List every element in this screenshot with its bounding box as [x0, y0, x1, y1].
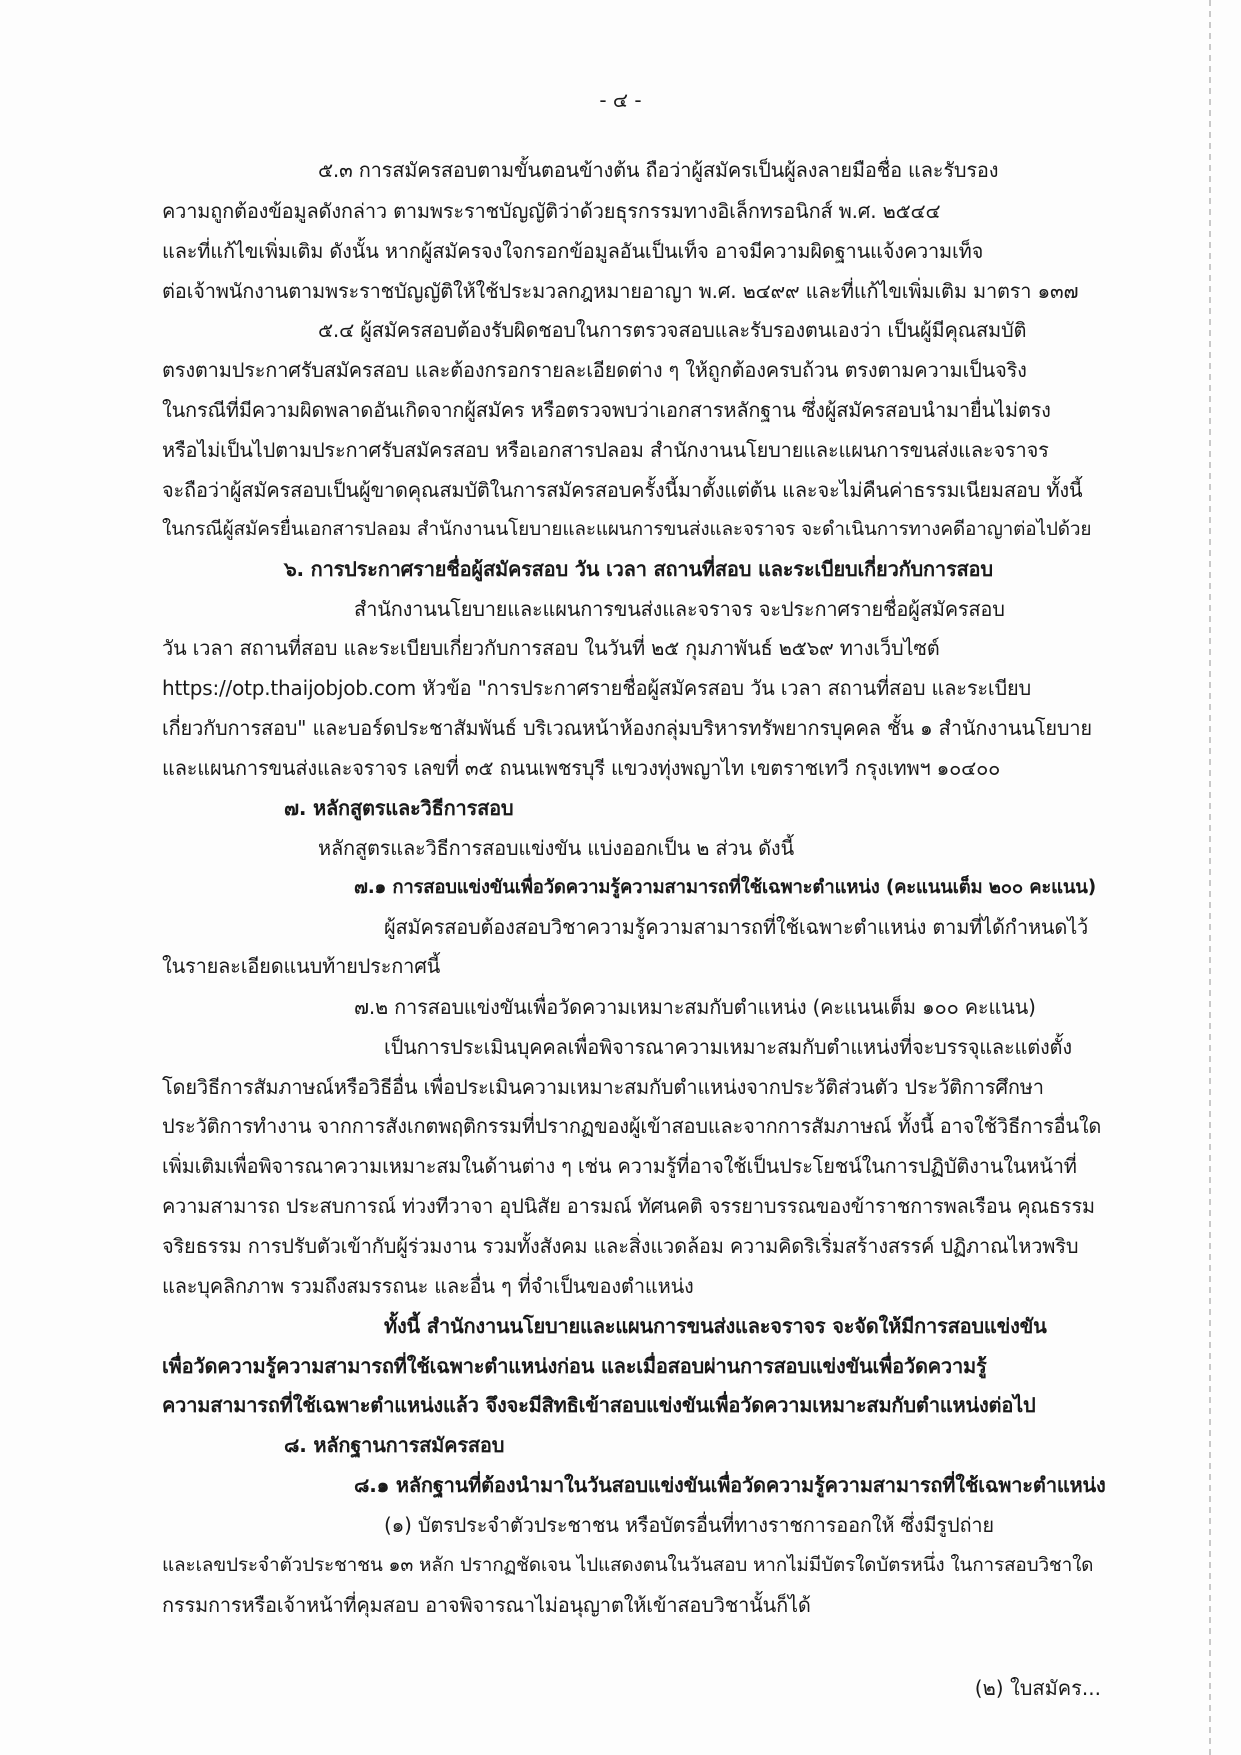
text-line: หลักสูตรและวิธีการสอบแข่งขัน แบ่งออกเป็น ๒ ส่วน ดังนี้ — [318, 836, 794, 860]
subsection-heading: ๗.๒ การสอบแข่งขันเพื่อวัดความเหมาะสมกับตำแหน่ง (คะแนนเต็ม ๑๐๐ คะแนน) — [354, 995, 1036, 1019]
text-line: ตรงตามประกาศรับสมัครสอบ และต้องกรอกรายละเอียดต่าง ๆ ให้ถูกต้องครบถ้วน ตรงตามความเป็นจริง — [162, 358, 1027, 382]
text-line: ความสามารถ ประสบการณ์ ท่วงทีวาจา อุปนิสัย อารมณ์ ทัศนคติ จรรยาบรรณของข้าราชการพลเรือน คุณธรรม — [162, 1194, 1095, 1218]
page-number: - ๔ - — [599, 88, 642, 112]
text-line: ในกรณีที่มีความผิดพลาดอันเกิดจากผู้สมัคร หรือตรวจพบว่าเอกสารหลักฐาน ซึ่งผู้สมัครสอบนำมายื่นไม่ตรง — [162, 398, 1051, 422]
scan-edge-mark — [1209, 0, 1211, 1755]
text-line: ในรายละเอียดแนบท้ายประกาศนี้ — [162, 954, 441, 978]
text-line: ๕.๓ การสมัครสอบตามขั้นตอนข้างต้น ถือว่าผู้สมัครเป็นผู้ลงลายมือชื่อ และรับรอง — [318, 158, 999, 182]
text-line: ประวัติการทำงาน จากการสังเกตพฤติกรรมที่ปรากฏของผู้เข้าสอบและจากการสัมภาษณ์ ทั้งนี้ อาจใช้วิธีการอื่นใด — [162, 1114, 1102, 1138]
text-line: เพิ่มเติมเพื่อพิจารณาความเหมาะสมในด้านต่าง ๆ เช่น ความรู้ที่อาจใช้เป็นประโยชน์ในการปฏิบัติงานในหน้าที่ — [162, 1154, 1077, 1178]
continuation-footer: (๒) ใบสมัคร... — [974, 1676, 1101, 1700]
text-line-bold: ทั้งนี้ สำนักงานนโยบายและแผนการขนส่งและจราจร จะจัดให้มีการสอบแข่งขัน — [384, 1314, 1047, 1338]
subsection-heading: ๗.๑ การสอบแข่งขันเพื่อวัดความรู้ความสามารถที่ใช้เฉพาะตำแหน่ง (คะแนนเต็ม ๒๐๐ คะแนน) — [354, 877, 1096, 898]
section-heading: ๖. การประกาศรายชื่อผู้สมัครสอบ วัน เวลา สถานที่สอบ และระเบียบเกี่ยวกับการสอบ — [284, 557, 993, 581]
text-line: ความถูกต้องข้อมูลดังกล่าว ตามพระราชบัญญัติว่าด้วยธุรกรรมทางอิเล็กทรอนิกส์ พ.ศ. ๒๕๔๔ — [162, 199, 941, 223]
section-heading: ๘. หลักฐานการสมัครสอบ — [284, 1433, 505, 1457]
text-line: (๑) บัตรประจำตัวประชาชน หรือบัตรอื่นที่ทางราชการออกให้ ซึ่งมีรูปถ่าย — [384, 1513, 994, 1537]
text-line: ต่อเจ้าพนักงานตามพระราชบัญญัติให้ใช้ประมวลกฎหมายอาญา พ.ศ. ๒๔๙๙ และที่แก้ไขเพิ่มเติม มาตรา ๑๓๗ — [162, 279, 1079, 303]
text-line: https://otp.thaijobjob.com หัวข้อ "การประกาศรายชื่อผู้สมัครสอบ วัน เวลา สถานที่สอบ และระเบียบ — [162, 676, 1032, 700]
text-line: จริยธรรม การปรับตัวเข้ากับผู้ร่วมงาน รวมทั้งสังคม และสิ่งแวดล้อม ความคิดริเริ่มสร้างสรรค์ ปฏิภาณไหวพริบ — [162, 1234, 1079, 1258]
section-heading: ๗. หลักสูตรและวิธีการสอบ — [284, 796, 514, 820]
text-line-bold: ความสามารถที่ใช้เฉพาะตำแหน่งแล้ว จึงจะมีสิทธิเข้าสอบแข่งขันเพื่อวัดความเหมาะสมกับตำแหน่งต่อไป — [162, 1393, 1036, 1417]
text-line: สำนักงานนโยบายและแผนการขนส่งและจราจร จะประกาศรายชื่อผู้สมัครสอบ — [354, 597, 1005, 621]
text-line: หรือไม่เป็นไปตามประกาศรับสมัครสอบ หรือเอกสารปลอม สำนักงานนโยบายและแผนการขนส่งและจราจร — [162, 438, 1049, 462]
text-line: กรรมการหรือเจ้าหน้าที่คุมสอบ อาจพิจารณาไม่อนุญาตให้เข้าสอบวิชานั้นก็ได้ — [162, 1593, 811, 1617]
text-line: และเลขประจำตัวประชาชน ๑๓ หลัก ปรากฏชัดเจน ไปแสดงตนในวันสอบ หากไม่มีบัตรใดบัตรหนึ่ง ในการสอบวิชาใด — [162, 1554, 1094, 1576]
text-line: เป็นการประเมินบุคคลเพื่อพิจารณาความเหมาะสมกับตำแหน่งที่จะบรรจุและแต่งตั้ง — [384, 1035, 1072, 1059]
text-line: วัน เวลา สถานที่สอบ และระเบียบเกี่ยวกับการสอบ ในวันที่ ๒๕ กุมภาพันธ์ ๒๕๖๙ ทางเว็บไซต์ — [162, 636, 940, 660]
text-line-bold: เพื่อวัดความรู้ความสามารถที่ใช้เฉพาะตำแหน่งก่อน และเมื่อสอบผ่านการสอบแข่งขันเพื่อวัดความรู้ — [162, 1354, 987, 1378]
text-line: และแผนการขนส่งและจราจร เลขที่ ๓๕ ถนนเพชรบุรี แขวงทุ่งพญาไท เขตราชเทวี กรุงเทพฯ ๑๐๔๐๐ — [162, 756, 1001, 780]
text-line: และบุคลิกภาพ รวมถึงสมรรถนะ และอื่น ๆ ที่จำเป็นของตำแหน่ง — [162, 1274, 694, 1298]
text-line: จะถือว่าผู้สมัครสอบเป็นผู้ขาดคุณสมบัติในการสมัครสอบครั้งนี้มาตั้งแต่ต้น และจะไม่คืนค่าธรรมเนียมสอบ ทั้งนี้ — [162, 478, 1083, 502]
text-line: ในกรณีผู้สมัครยื่นเอกสารปลอม สำนักงานนโยบายและแผนการขนส่งและจราจร จะดำเนินการทางคดีอาญาต่อไปด้วย — [162, 518, 1092, 540]
text-line: โดยวิธีการสัมภาษณ์หรือวิธีอื่น เพื่อประเมินความเหมาะสมกับตำแหน่งจากประวัติส่วนตัว ประวัติการศึกษา — [162, 1075, 1044, 1099]
text-line: ผู้สมัครสอบต้องสอบวิชาความรู้ความสามารถที่ใช้เฉพาะตำแหน่ง ตามที่ได้กำหนดไว้ — [384, 915, 1089, 939]
text-line: และที่แก้ไขเพิ่มเติม ดังนั้น หากผู้สมัครจงใจกรอกข้อมูลอันเป็นเท็จ อาจมีความผิดฐานแจ้งความเท็จ — [162, 239, 984, 263]
subsection-heading: ๘.๑ หลักฐานที่ต้องนำมาในวันสอบแข่งขันเพื่อวัดความรู้ความสามารถที่ใช้เฉพาะตำแหน่ง — [354, 1473, 1106, 1497]
text-line: เกี่ยวกับการสอบ" และบอร์ดประชาสัมพันธ์ บริเวณหน้าห้องกลุ่มบริหารทรัพยากรบุคคล ชั้น ๑ สำนักงานนโยบาย — [162, 716, 1092, 740]
text-line: ๕.๔ ผู้สมัครสอบต้องรับผิดชอบในการตรวจสอบและรับรองตนเองว่า เป็นผู้มีคุณสมบัติ — [318, 318, 1027, 342]
